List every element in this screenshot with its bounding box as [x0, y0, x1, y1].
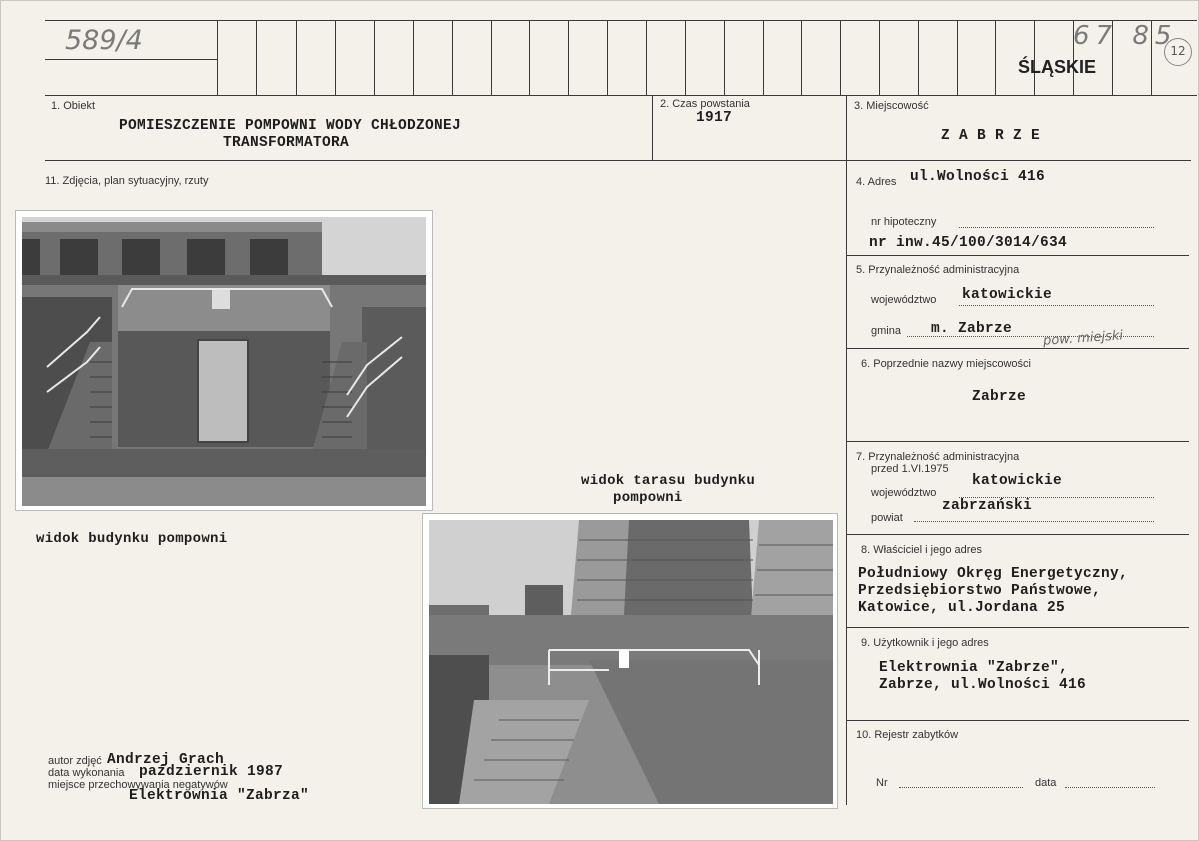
przynaleznosc-label: 5. Przynależność administracyjna	[856, 264, 1020, 276]
miejscowosc-value: Z A B R Z E	[941, 128, 1041, 144]
uzytkownik-line1: Elektrownia "Zabrze",	[879, 660, 1069, 676]
field4-bottom-line	[847, 255, 1189, 256]
header-cell-divider	[995, 20, 996, 95]
przynaleznosc-1975-sub: przed 1.VI.1975	[871, 463, 949, 475]
header-cell-divider	[335, 20, 336, 95]
wojewodztwo-1975-label: województwo	[871, 487, 937, 499]
uzytkownik-label: 9. Użytkownik i jego adres	[861, 637, 989, 649]
header-cell-divider	[763, 20, 764, 95]
obiekt-value-line2: TRANSFORMATORA	[223, 135, 350, 151]
poprzednie-value: Zabrze	[972, 389, 1027, 405]
handwritten-numbers: 67 85	[1073, 21, 1178, 51]
adres-label: 4. Adres	[856, 176, 897, 188]
circled-number: 12	[1164, 38, 1192, 66]
wlasciciel-label: 8. Właściciel i jego adres	[861, 544, 983, 556]
miejscowosc-label: 3. Miejscowość	[854, 100, 929, 112]
field6-bottom-line	[847, 441, 1189, 442]
header-cell-divider	[646, 20, 647, 95]
field9-bottom-line	[847, 720, 1189, 721]
wlasciciel-line1: Południowy Okręg Energetyczny,	[858, 566, 1129, 582]
zdjecia-label: 11. Zdjęcia, plan sytuacyjny, rzuty	[45, 175, 209, 187]
ref-underline	[45, 59, 217, 60]
wojewodztwo-value: katowickie	[962, 287, 1053, 303]
header-cell-divider	[296, 20, 297, 95]
place-label: miejsce przechowywania negatywów	[48, 779, 228, 791]
divider-1-2	[652, 95, 653, 161]
poprzednie-label: 6. Poprzednie nazwy miejscowości	[861, 358, 1031, 370]
czas-label: 2. Czas powstania	[660, 98, 750, 110]
nr-inw-value: nr inw.45/100/3014/634	[869, 235, 1068, 251]
gmina-label: gmina	[871, 325, 901, 337]
ref-number: 589/4	[65, 25, 143, 56]
rejestr-nr-dots	[899, 787, 1023, 788]
header-cell-divider	[840, 20, 841, 95]
header-cell-divider	[374, 20, 375, 95]
gmina-note: pow. miejski	[1042, 328, 1124, 349]
obiekt-value-line1: POMIESZCZENIE POMPOWNI WODY CHŁODZONEJ	[119, 118, 462, 134]
date-label: data wykonania	[48, 767, 125, 779]
powiat-dots	[914, 521, 1154, 522]
header-cell-divider	[918, 20, 919, 95]
right-column-divider	[846, 95, 847, 805]
header-cell-divider	[413, 20, 414, 95]
header-cell-divider	[217, 20, 218, 95]
author-value: Andrzej Grach	[107, 752, 225, 768]
date-value: październik 1987	[139, 764, 284, 780]
photo-building-image	[22, 217, 426, 506]
header-cell-divider	[957, 20, 958, 95]
rejestr-nr-label: Nr	[876, 777, 888, 789]
photo-terrace-image	[429, 520, 833, 804]
field5-bottom-line	[847, 348, 1189, 349]
wojewodztwo-label: województwo	[871, 294, 937, 306]
adres-value: ul.Wolności 416	[910, 169, 1046, 185]
wlasciciel-line2: Przedsiębiorstwo Państwowe,	[858, 583, 1102, 599]
gmina-value: m. Zabrze	[931, 321, 1013, 337]
rejestr-data-label: data	[1035, 777, 1057, 789]
nr-hipoteczny-dots	[959, 227, 1154, 228]
header-cell-divider	[491, 20, 492, 95]
header-cell-divider	[724, 20, 725, 95]
photo2-caption-line2: pompowni	[613, 490, 683, 506]
header-cell-divider	[529, 20, 530, 95]
region-label: ŚLĄSKIE	[1018, 57, 1097, 77]
header-cell-divider	[685, 20, 686, 95]
wojewodztwo-dots	[959, 305, 1154, 306]
header-cell-divider	[607, 20, 608, 95]
photo-terrace-view	[422, 513, 838, 809]
wojewodztwo-1975-value: katowickie	[972, 473, 1063, 489]
uzytkownik-line2: Zabrze, ul.Wolności 416	[879, 677, 1087, 693]
field8-bottom-line	[847, 627, 1189, 628]
przynaleznosc-1975-label: 7. Przynależność administracyjna	[856, 451, 1020, 463]
field7-bottom-line	[847, 534, 1189, 535]
author-label: autor zdjęć	[48, 755, 102, 767]
header-cell-divider	[568, 20, 569, 95]
header-cell-divider	[256, 20, 257, 95]
photo1-caption: widok budynku pompowni	[36, 531, 228, 547]
header-cell-divider	[879, 20, 880, 95]
nr-hipoteczny-label: nr hipoteczny	[871, 216, 937, 228]
wlasciciel-line3: Katowice, ul.Jordana 25	[858, 600, 1066, 616]
row1-bottom-line	[45, 160, 1191, 161]
header-cell-divider	[452, 20, 453, 95]
obiekt-label: 1. Obiekt	[51, 100, 96, 112]
photo2-caption-line1: widok tarasu budynku	[581, 473, 756, 489]
powiat-label: powiat	[871, 512, 903, 524]
photo-building-view	[15, 210, 433, 511]
rejestr-data-dots	[1065, 787, 1155, 788]
header-cell-divider	[801, 20, 802, 95]
place-value: Elektrownia "Zabrza"	[129, 788, 310, 804]
header-bottom-line	[45, 95, 1197, 96]
rejestr-label: 10. Rejestr zabytków	[856, 729, 959, 741]
czas-value: 1917	[696, 110, 733, 126]
powiat-value: zabrzański	[942, 498, 1033, 514]
